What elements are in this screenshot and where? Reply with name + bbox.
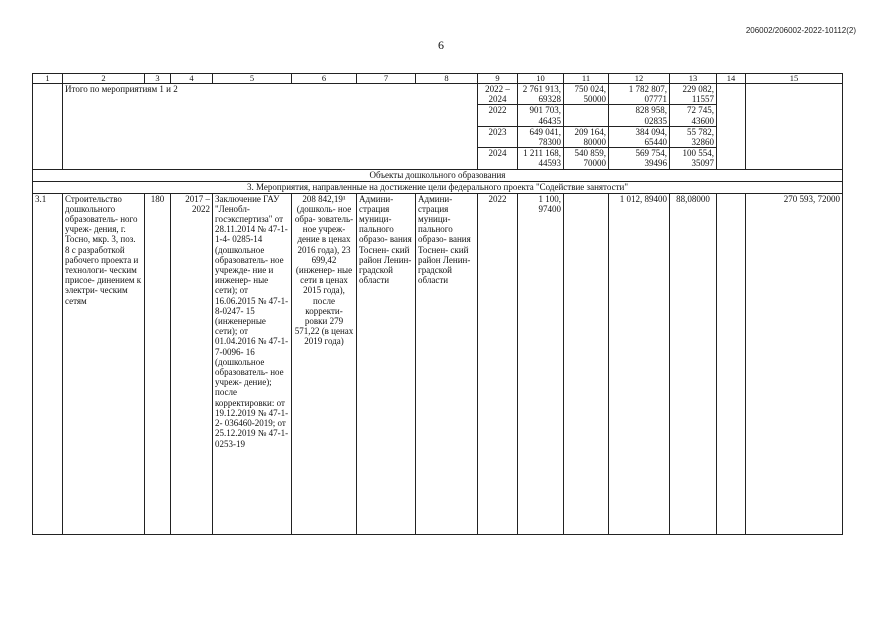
section-heading-row	[33, 169, 843, 181]
totals-value-col11: 209 164, 80000	[564, 126, 609, 147]
totals-value-col12: 384 094, 65440	[609, 126, 670, 147]
totals-value-col10: 649 041, 78300	[518, 126, 564, 147]
totals-value-col11: 750 024, 50000	[564, 84, 609, 105]
item-col11	[564, 193, 609, 534]
column-number: 13	[670, 74, 717, 84]
item-executor: Админи- страция муници- пального образо- вания Тоснен- ский район Ленин- градской области	[416, 193, 478, 534]
column-number: 2	[63, 74, 145, 84]
column-number: 1	[33, 74, 63, 84]
totals-col14	[717, 84, 746, 170]
totals-value-col10: 1 211 168, 44593	[518, 148, 564, 169]
totals-period: 2022 – 2024	[478, 84, 518, 105]
column-number: 6	[292, 74, 357, 84]
column-number: 15	[746, 74, 843, 84]
column-number: 11	[564, 74, 609, 84]
column-number: 7	[357, 74, 416, 84]
item-col14	[717, 193, 746, 534]
page-number: 6	[438, 38, 444, 52]
item-col3: 180	[145, 193, 171, 534]
program-table	[32, 73, 843, 535]
item-col10: 1 100, 97400	[518, 193, 564, 534]
totals-value-col13: 229 082, 11557	[670, 84, 717, 105]
totals-period: 2022	[478, 105, 518, 126]
totals-value-col13: 100 554, 35097	[670, 148, 717, 169]
totals-value-col12: 828 958, 02835	[609, 105, 670, 126]
column-number: 10	[518, 74, 564, 84]
totals-period: 2023	[478, 126, 518, 147]
totals-col15	[746, 84, 843, 170]
item-cost: 208 842,19¹ (дошколь- ное обра- зователь- ное учреж- дение в ценах 2016 года), 23 699,42 (инженер- ные сети в ценах 2015 года), после корректи- ровки 279 571,22 (в ценах 2019 года)	[292, 193, 357, 534]
totals-value-col12: 569 754, 39496	[609, 148, 670, 169]
totals-value-col13: 55 782, 32860	[670, 126, 717, 147]
item-name: Строительство дошкольного образователь- ного учреж- дения, г. Тосно, мкр. 3, поз. 8 с разработкой рабочего проекта и технологи- ческим присое- динением к электри- ческим сетям	[63, 193, 145, 534]
section-heading-row	[33, 181, 843, 193]
column-number: 12	[609, 74, 670, 84]
item-col15: 270 593, 72000	[746, 193, 843, 534]
totals-row	[33, 84, 843, 105]
column-number: 5	[213, 74, 292, 84]
column-number-row	[33, 74, 843, 84]
section-objects-heading: Объекты дошкольного образования	[33, 169, 843, 181]
document-id: 206002/206002-2022-10112(2)	[745, 26, 856, 35]
totals-value-col10: 901 703, 46435	[518, 105, 564, 126]
item-expertise: Заключение ГАУ "Ленобл- госэкспертиза" от 28.11.2014 № 47-1-1-4- 0285-14 (дошкольное образователь- ное учрежде- ние и инженер- ные сети); от 16.06.2015 № 47-1-8-0247- 15 (инженерные сети); от 01.04.2016 № 47-1-7-0096- 16 (дошкольное образователь- ное учреж- дение); после корректировки: от 19.12.2019 № 47-1-2- 036460-2019; от 25.12.2019 № 47-1-0253-19	[213, 193, 292, 534]
totals-label: Итого по мероприятиям 1 и 2	[63, 84, 478, 170]
totals-value-col11: 540 859, 70000	[564, 148, 609, 169]
totals-value-col10: 2 761 913, 69328	[518, 84, 564, 105]
item-period: 2017 – 2022	[171, 193, 213, 534]
item-number: 3.1	[33, 193, 63, 534]
item-year: 2022	[478, 193, 518, 534]
column-number: 14	[717, 74, 746, 84]
section-3-heading: 3. Мероприятия, направленные на достижение цели федерального проекта "Содействие занятости"	[33, 181, 843, 193]
item-customer: Админи- страция муници- пального образо- вания Тоснен- ский район Ленин- градской области	[357, 193, 416, 534]
totals-value-col11	[564, 105, 609, 126]
totals-empty-cell	[33, 84, 63, 170]
column-number: 8	[416, 74, 478, 84]
totals-period: 2024	[478, 148, 518, 169]
column-number: 9	[478, 74, 518, 84]
column-number: 4	[171, 74, 213, 84]
table-row	[33, 193, 843, 534]
totals-value-col12: 1 782 807, 07771	[609, 84, 670, 105]
totals-value-col13: 72 745, 43600	[670, 105, 717, 126]
item-col13: 88,08000	[670, 193, 717, 534]
item-col12: 1 012, 89400	[609, 193, 670, 534]
column-number: 3	[145, 74, 171, 84]
